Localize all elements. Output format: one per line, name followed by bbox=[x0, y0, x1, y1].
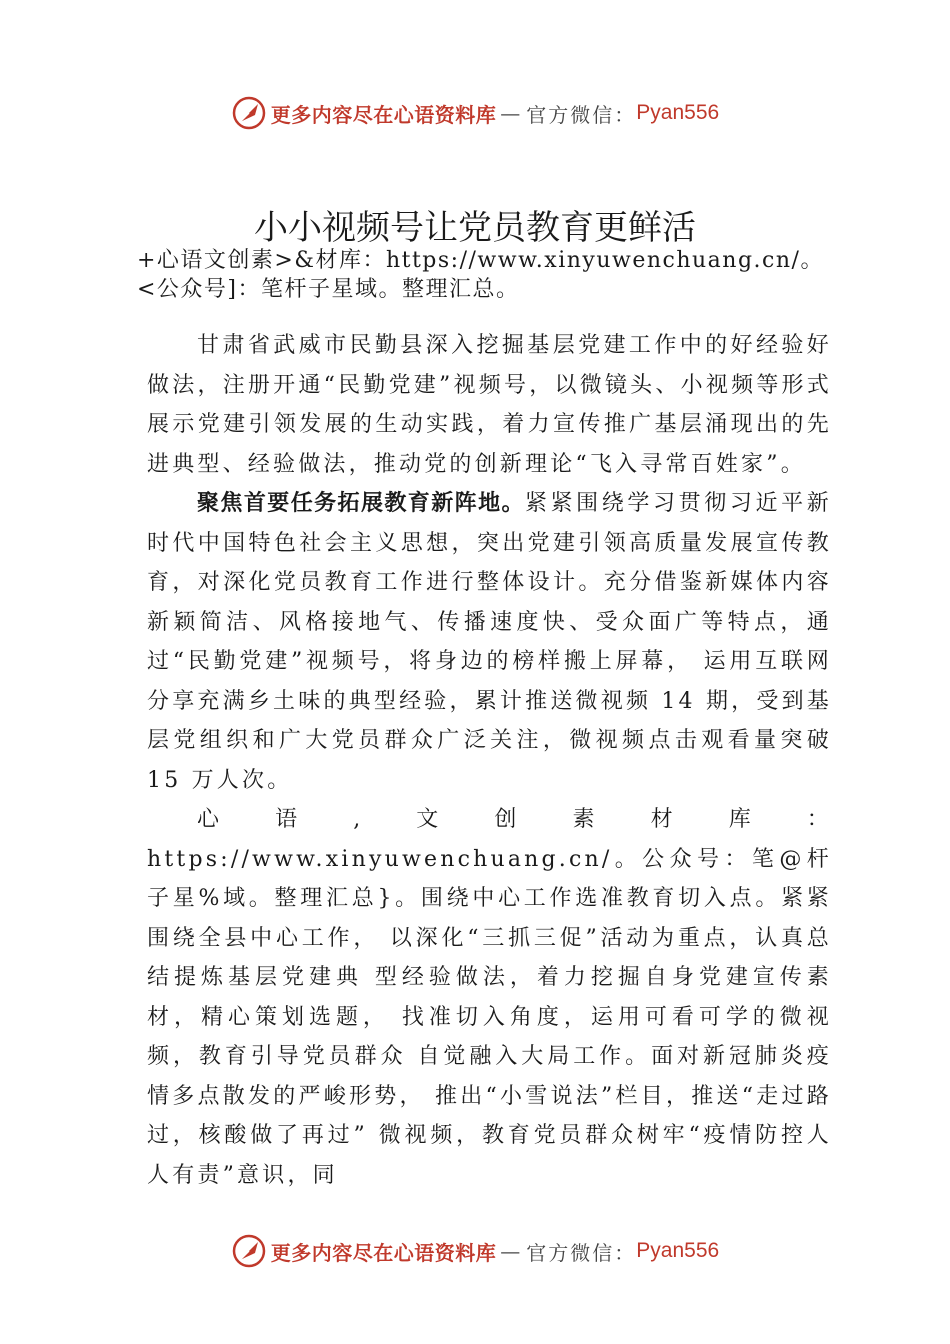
footer-banner-wechat-label: 官方微信： bbox=[526, 1240, 637, 1265]
banner-text: 更多内容尽在心语资料库 bbox=[270, 102, 497, 127]
document-body bbox=[147, 326, 832, 1195]
paragraph-2-body: 紧紧围绕学习贯彻习近平新时代中国特色社会主义思想，突出党建引领高质量发展宣传教育，对深化党员教育工作进行整体设计。充分借鉴新媒体内容新颖简洁、风格接地气、传播速度快、受众面广等特点，通过“民勤党建”视频号，将身边的榜样搬上屏幕， 运用互联网分享充满乡土味的典型经验，累计推送微视频 14 期，受到基层党组织和广大党员群众广泛关注，微视频点击观看量突破 15 万人次。 bbox=[147, 491, 832, 793]
footer-banner-dash: — bbox=[500, 1239, 523, 1263]
paragraph-3: 心语,文创素材库：https://www.xinyuwenchuang.cn/。公众号：笔@杆子星%域。整理汇总}。围绕中心工作选准教育切入点。紧紧围绕全县中心工作， 以深化“三抓三促”活动为重点，认真总结提炼基层党建典 型经验做法，着力挖掘自身党建宣传素材，精心策划选题， 找准切入角度，运用可看可学的微视频，教育引导党员群众 自觉融入大局工作。面对新冠肺炎疫情多点散发的严峻形势， 推出“小雪说法”栏目，推送“走过路过，核酸做了再过” 微视频，教育党员群众树牢“疫情防控人人有责”意识，同 bbox=[147, 807, 832, 1188]
footer-banner-text: 更多内容尽在心语资料库 bbox=[270, 1240, 497, 1265]
footer-banner-wechat-id: Pyan556 bbox=[636, 1239, 720, 1262]
banner-wechat-label: 官方微信： bbox=[526, 102, 637, 127]
paragraph-2 bbox=[147, 484, 832, 800]
banner-dash: — bbox=[500, 101, 523, 125]
header-banner bbox=[0, 95, 950, 131]
banner-wechat-id: Pyan556 bbox=[636, 101, 720, 124]
quill-logo-icon bbox=[231, 95, 267, 131]
paragraph-1: 甘肃省武威市民勤县深入挖掘基层党建工作中的好经验好做法，注册开通“民勤党建”视频号，以微镜头、小视频等形式展示党建引领发展的生动实践，着力宣传推广基层涌现出的先进典型、经验做法，推动党的创新理论“飞入寻常百姓家”。 bbox=[147, 333, 832, 477]
document-title: 小小视频号让党员教育更鲜活 bbox=[254, 208, 696, 248]
quill-logo-icon bbox=[231, 1233, 267, 1269]
footer-banner bbox=[0, 1233, 950, 1269]
paragraph-2-lead: 聚焦首要任务拓展教育新阵地。 bbox=[197, 491, 525, 516]
source-line: +心语文创素>&材库：https://www.xinyuwenchuang.cn/。<公众号]：笔杆子星域。整理汇总。 bbox=[137, 248, 824, 302]
